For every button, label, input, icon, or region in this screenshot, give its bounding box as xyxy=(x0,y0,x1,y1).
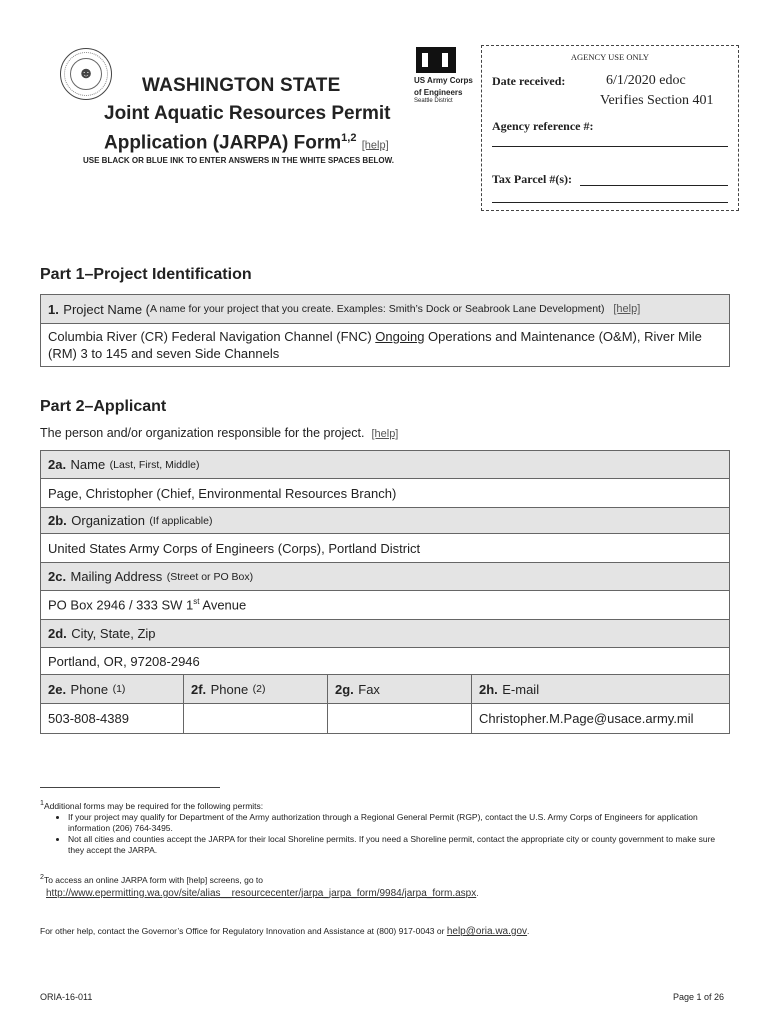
castle-icon xyxy=(416,47,456,73)
agency-reference-field[interactable] xyxy=(492,146,728,147)
title-help-link[interactable]: [help] xyxy=(361,139,389,152)
email-field[interactable]: Christopher.M.Page@usace.army.mil xyxy=(479,711,694,726)
part2-intro: The person and/or organization responsible for the project. [help] xyxy=(40,426,399,440)
usace-line1: US Army Corps xyxy=(414,76,473,85)
form-title-line1: Joint Aquatic Resources Permit xyxy=(104,103,391,124)
contact-values-row xyxy=(41,704,729,733)
part1-heading: Part 1–Project Identification xyxy=(40,266,252,283)
mailing-address-field[interactable]: PO Box 2946 / 333 SW 1st Avenue xyxy=(41,591,729,620)
footnote-divider xyxy=(40,787,220,788)
ink-instruction: USE BLACK OR BLUE INK TO ENTER ANSWERS IN THE WHITE SPACES BELOW. xyxy=(83,156,394,165)
other-help-note: For other help, contact the Governor’s Office for Regulatory Innovation and Assistance at (800) 917-0043 or help@oria.wa.gov. xyxy=(40,926,530,937)
washington-state-seal-icon: ☻ xyxy=(60,48,112,100)
agency-reference-label: Agency reference #: xyxy=(492,119,594,133)
footnote-1: $^1$Additional forms may be required for the following permits: • If your project may qualify for Department of the Army authorization through a Regional General Permit (RGP), contact the U.S. Army Corps of Engineers for application information (206) 764-3495. • Not all cities and counties accept the JARPA for their local Shoreline permits. If you need a Shoreline permit, contact the appropriate city or county government to make sure they accept the JARPA. xyxy=(40,798,730,856)
phone2-field[interactable] xyxy=(184,704,328,733)
q1-number: 1. xyxy=(48,301,59,317)
q1-help-link[interactable]: [help] xyxy=(613,303,641,315)
q2b-header-row: 2b. Organization (If applicable) xyxy=(41,508,729,534)
q1-label: Project Name ( xyxy=(63,301,150,317)
date-received-label: Date received: xyxy=(492,74,566,88)
q1-hint: A name for your project that you create. Examples: Smith’s Dock or Seabrook Lane Development) xyxy=(150,303,605,315)
agency-use-heading: AGENCY USE ONLY xyxy=(570,52,650,62)
part2-help-link[interactable]: [help] xyxy=(371,428,399,440)
date-received-value[interactable]: 6/1/2020 edoc xyxy=(606,73,686,88)
q2c-header-row: 2c. Mailing Address (Street or PO Box) xyxy=(41,563,729,591)
form-title-footnote-ref: 1,2 xyxy=(341,132,357,144)
form-id: ORIA-16-011 xyxy=(40,992,93,1002)
page-number: Page 1 of 26 xyxy=(672,992,724,1002)
project-name-header-row xyxy=(41,295,729,324)
oria-email-link[interactable]: help@oria.wa.gov xyxy=(446,926,528,937)
usace-logo xyxy=(414,47,473,105)
tax-parcel-field[interactable] xyxy=(580,185,728,186)
usace-line2: of Engineers xyxy=(414,88,463,97)
footnote-2: $^2$To access an online JARPA form with [help] screens, go to http://www.epermitting.wa.gov/site/alias__resourcecenter/jarpa_jarpa_form/9984/jarpa_form.aspx. xyxy=(40,873,479,899)
phone1-field[interactable]: 503-808-4389 xyxy=(41,704,184,733)
footnote-1-bullet-1: • If your project may qualify for Department of the Army authorization through a Regional General Permit (RGP), contact the U.S. Army Corps of Engineers for application information (206) 764-3495. xyxy=(68,812,730,834)
project-identification-table xyxy=(40,294,730,367)
state-title: WASHINGTON STATE xyxy=(142,75,341,96)
q2a-header-row: 2a. Name (Last, First, Middle) xyxy=(41,451,729,479)
q2d-header-row: 2d. City, State, Zip xyxy=(41,620,729,648)
footnote-1-bullet-2: • Not all cities and counties accept the JARPA for their local Shoreline permits. If you need a Shoreline permit, contact the appropriate city or county government to make sure they accept the JARPA. xyxy=(68,834,730,856)
usace-line3: Seattle District xyxy=(414,98,453,104)
jarpa-form-link[interactable]: http://www.epermitting.wa.gov/site/alias__resourcecenter/jarpa_jarpa_form/9984/jarpa_form.aspx xyxy=(46,887,477,899)
agency-use-box xyxy=(481,45,739,211)
part2-heading: Part 2–Applicant xyxy=(40,398,167,415)
form-title xyxy=(104,101,390,158)
contact-header-row: 2e. Phone (1) 2f. Phone (2) 2g. Fax 2h. E-mail xyxy=(41,675,729,704)
applicant-table xyxy=(40,450,730,734)
fax-field[interactable] xyxy=(328,704,472,733)
applicant-name-field[interactable]: Page, Christopher (Chief, Environmental Resources Branch) xyxy=(41,479,729,508)
ongoing-underlined: Ongoing xyxy=(375,329,425,344)
project-name-value[interactable]: Columbia River (CR) Federal Navigation Channel (FNC) Ongoing Operations and Maintenance (O&M), River Mile (RM) 3 to 145 and seven Side Channels xyxy=(48,329,702,361)
form-title-line2: Application (JARPA) Form xyxy=(104,132,342,154)
date-note: Verifies Section 401 xyxy=(600,93,714,108)
organization-field[interactable]: United States Army Corps of Engineers (Corps), Portland District xyxy=(41,534,729,563)
tax-parcel-field-2[interactable] xyxy=(492,202,728,203)
city-state-zip-field[interactable]: Portland, OR, 97208-2946 xyxy=(41,648,729,675)
tax-parcel-label: Tax Parcel #(s): xyxy=(492,172,572,186)
